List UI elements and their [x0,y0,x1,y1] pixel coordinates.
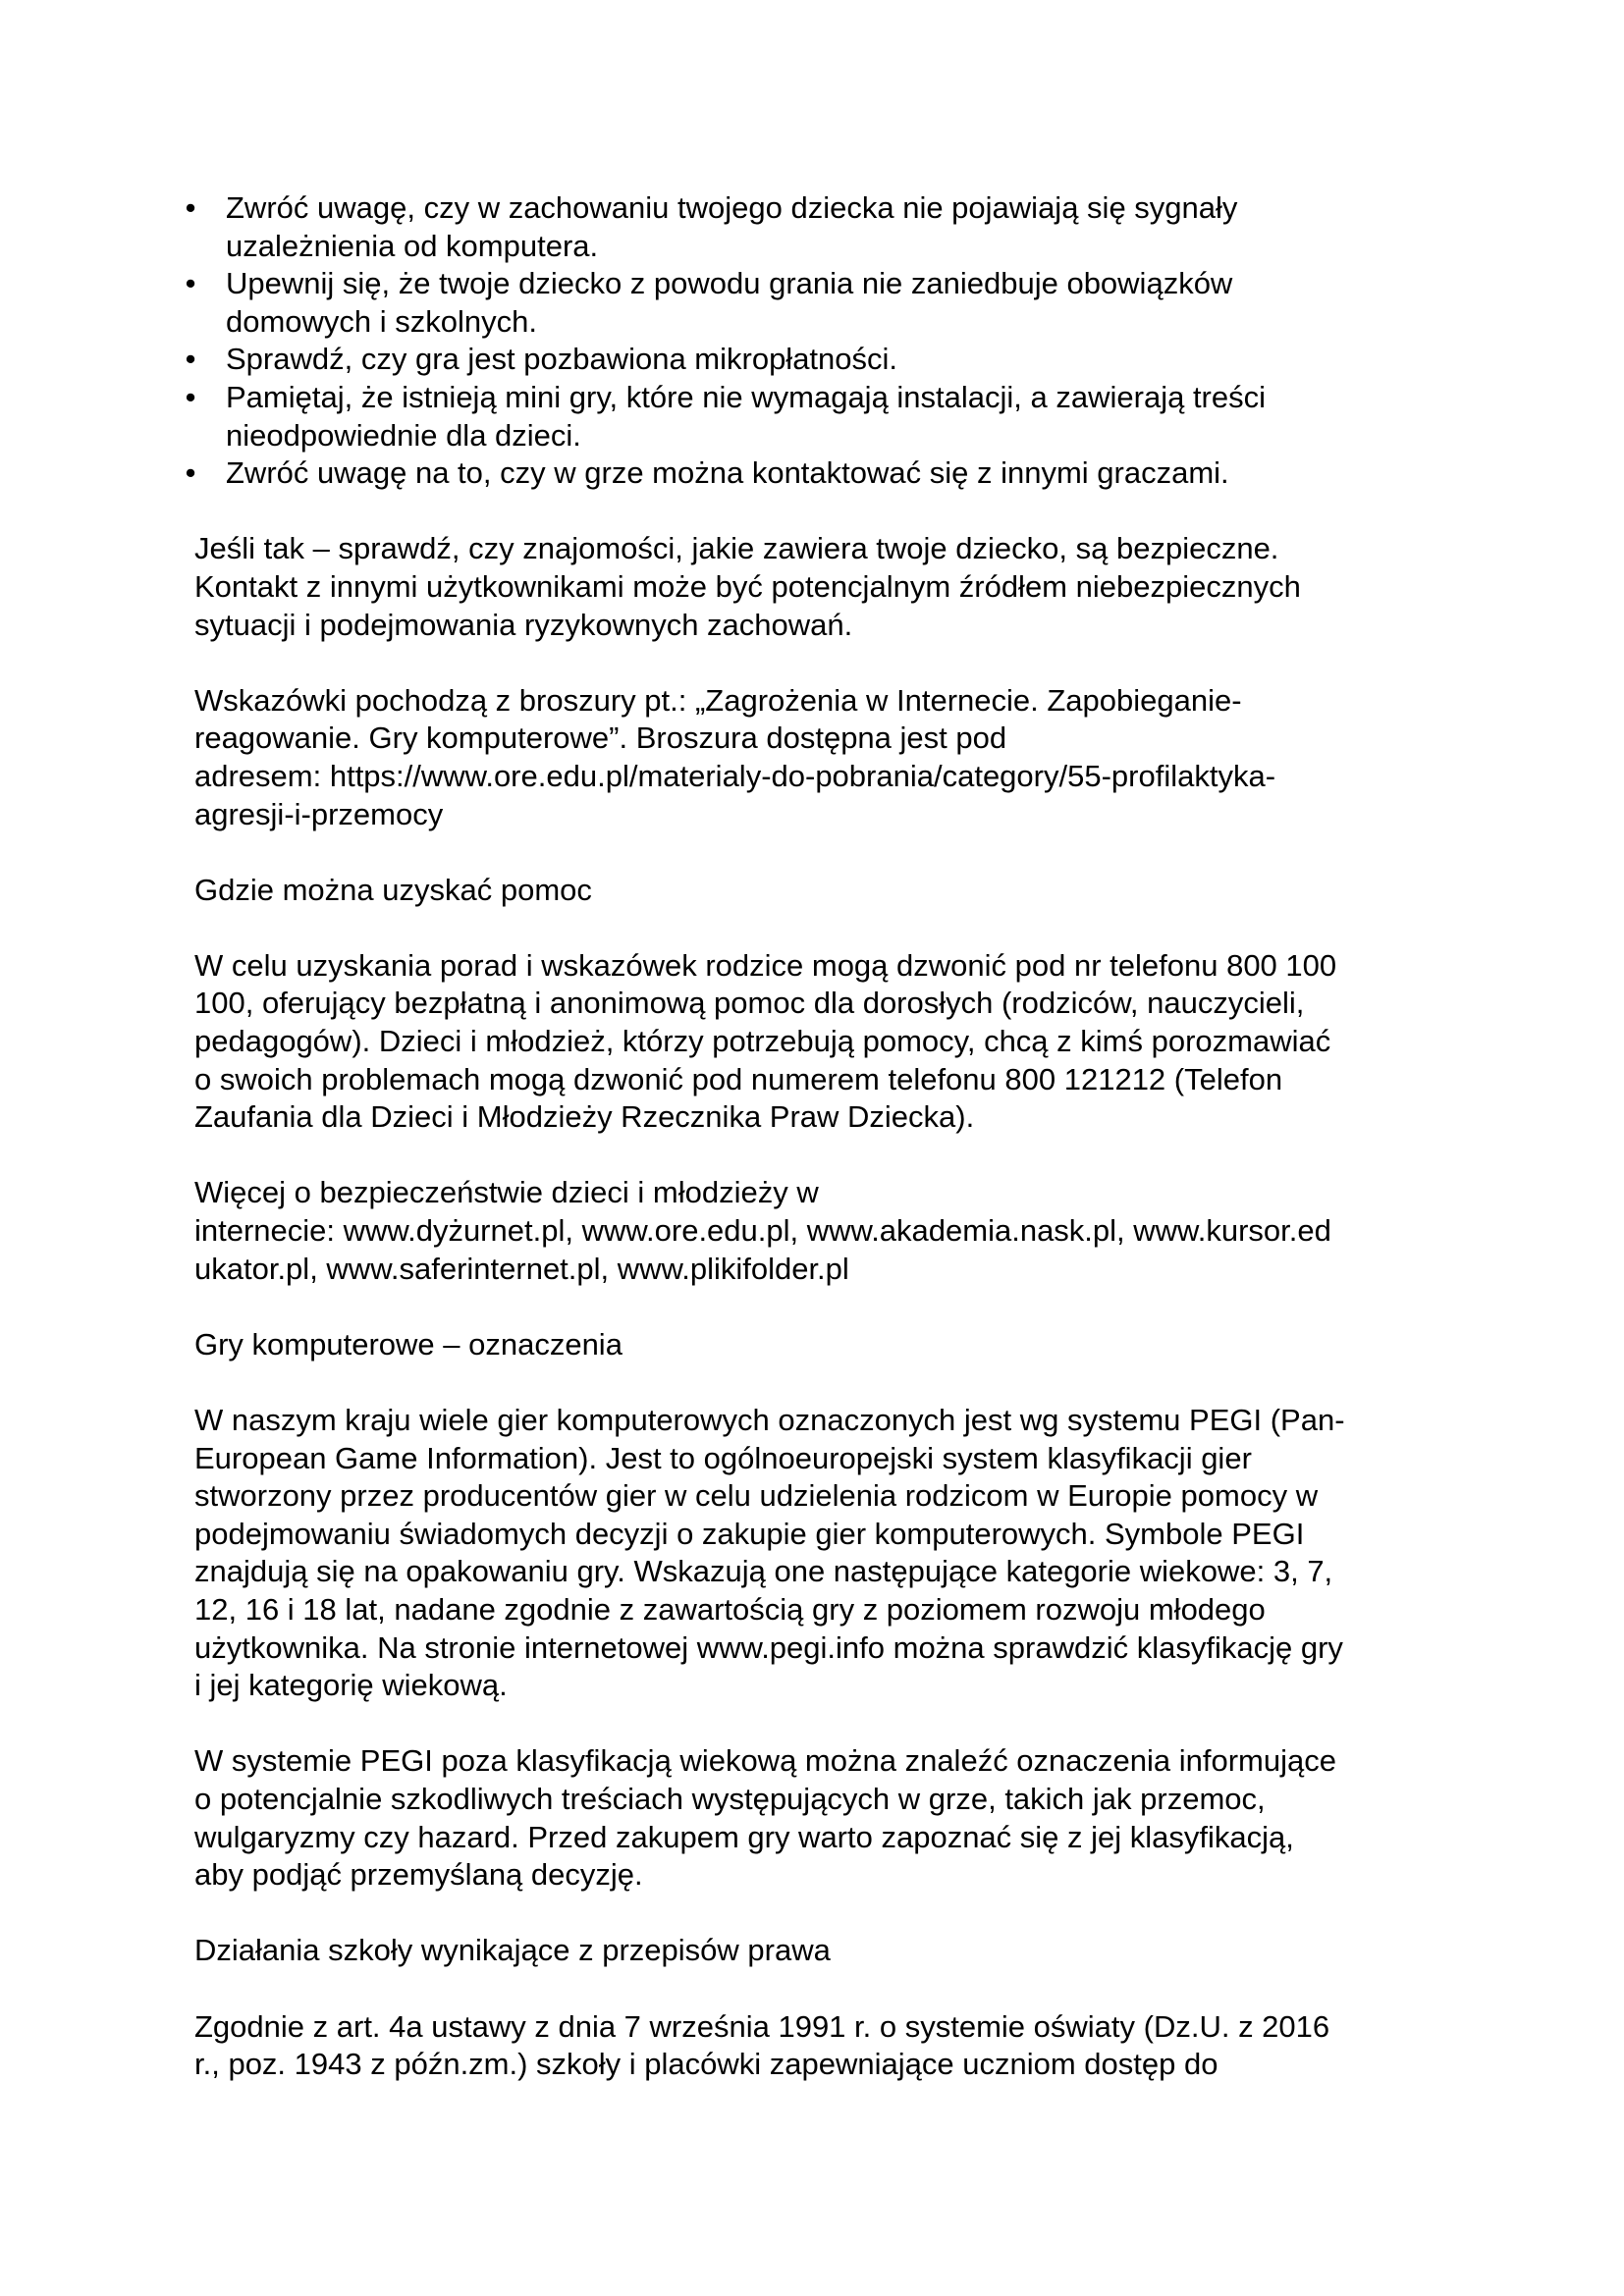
text-line: aby podjąć przemyślaną decyzję. [194,1857,643,1893]
paragraph [194,530,1461,644]
text-line: W naszym kraju wiele gier komputerowych oznaczonych jest wg systemu PEGI (Pan- [194,1403,1345,1437]
text-line: o swoich problemach mogą dzwonić pod numerem telefonu 800 121212 (Telefon [194,1061,1283,1096]
text-line: W systemie PEGI poza klasyfikacją wiekową można znaleźć oznaczenia informujące [194,1743,1336,1779]
bullet-item [185,341,1461,379]
bullet-item [185,189,1461,265]
text-line: Wskazówki pochodzą z broszury pt.: „Zagrożenia w Internecie. Zapobieganie- [194,682,1242,718]
text-line: European Game Information). Jest to ogólnoeuropejski system klasyfikacji gier [194,1440,1252,1475]
document-body [185,189,1461,2084]
bullet-symbol: • [185,455,196,491]
paragraph [194,947,1461,1137]
bullet-symbol: • [185,190,196,225]
text-line: internecie: www.dyżurnet.pl, www.ore.edu.pl, www.akademia.nask.pl, www.kursor.ed [194,1213,1331,1249]
text-line: stworzony przez producentów gier w celu udzielenia rodzicom w Europie pomocy w [194,1478,1319,1514]
text-line: Zwróć uwagę na to, czy w grze można kontaktować się z innymi graczami. [226,455,1229,491]
text-line: znajdują się na opakowaniu gry. Wskazują one następujące kategorie wiekowe: 3, 7, [194,1554,1333,1589]
text-line: r., poz. 1943 z późn.zm.) szkoły i placówki zapewniające uczniom dostęp do [194,2047,1218,2082]
paragraph-spacer [194,493,1461,531]
text-line: Zwróć uwagę, czy w zachowaniu twojego dziecka nie pojawiają się sygnały [226,190,1238,225]
bullet-item [185,379,1461,454]
text-line: podejmowaniu świadomych decyzji o zakupie gier komputerowych. Symbole PEGI [194,1516,1305,1551]
text-line: 100, oferujący bezpłatną i anonimową pomoc dla dorosłych (rodziców, nauczycieli, [194,986,1305,1021]
paragraph-spacer [194,1137,1461,1175]
text-line: o potencjalnie szkodliwych treściach występujących w grze, takich jak przemoc, [194,1781,1266,1816]
text-line: reagowanie. Gry komputerowe”. Broszura dostępna jest pod [194,721,1007,756]
paragraph-spacer [194,909,1461,947]
paragraph [194,1402,1461,1705]
bullet-symbol: • [185,342,196,377]
text-line: Jeśli tak – sprawdź, czy znajomości, jakie zawiera twoje dziecko, są bezpieczne. [194,531,1279,566]
bullet-list [185,189,1461,493]
paragraph [194,1742,1461,1894]
text-line: Pamiętaj, że istnieją mini gry, które nie wymagają instalacji, a zawierają treści [226,379,1267,414]
paragraph [194,1174,1461,1288]
text-line: Zgodnie z art. 4a ustawy z dnia 7 września 1991 r. o systemie oświaty (Dz.U. z 2016 [194,2008,1330,2044]
bullet-symbol: • [185,379,196,414]
bullet-symbol: • [185,266,196,301]
text-line: użytkownika. Na stronie internetowej www.pegi.info można sprawdzić klasyfikację gry [194,1629,1343,1665]
paragraph [194,1932,1461,1970]
text-line: pedagogów). Dzieci i młodzież, którzy potrzebują pomocy, chcą z kimś porozmawiać [194,1024,1331,1059]
text-line: 12, 16 i 18 lat, nadane zgodnie z zawartością gry z poziomem rozwoju młodego [194,1591,1266,1627]
text-line: Działania szkoły wynikające z przepisów prawa [194,1933,831,1968]
paragraph-spacer [194,1705,1461,1743]
paragraphs [194,493,1461,2084]
bullet-item [185,265,1461,341]
paragraph-spacer [194,833,1461,872]
paragraph-spacer [194,1363,1461,1402]
text-line: Gry komputerowe – oznaczenia [194,1326,623,1362]
text-line: uzależnienia od komputera. [226,228,599,263]
text-line: Gdzie można uzyskać pomoc [194,872,592,907]
paragraph [194,682,1461,833]
text-line: adresem: https://www.ore.edu.pl/materialy-do-pobrania/category/55-profilaktyka- [194,758,1276,793]
text-line: ukator.pl, www.saferinternet.pl, www.plikifolder.pl [194,1251,849,1286]
text-line: Kontakt z innymi użytkownikami może być potencjalnym źródłem niebezpiecznych [194,568,1301,604]
text-line: W celu uzyskania porad i wskazówek rodzice mogą dzwonić pod nr telefonu 800 100 [194,947,1337,983]
paragraph-spacer [194,644,1461,682]
paragraph-spacer [194,1895,1461,1933]
text-line: Sprawdź, czy gra jest pozbawiona mikropłatności. [226,342,898,377]
text-line: sytuacji i podejmowania ryzykownych zachowań. [194,607,853,642]
bullet-item [185,454,1461,493]
text-line: Więcej o bezpieczeństwie dzieci i młodzieży w [194,1175,819,1210]
paragraph-spacer [194,1288,1461,1326]
text-line: i jej kategorię wiekową. [194,1668,508,1703]
paragraph [194,1326,1461,1364]
paragraph-spacer [194,1970,1461,2008]
text-line: nieodpowiednie dla dzieci. [226,417,581,453]
text-line: agresji-i-przemocy [194,796,444,831]
text-line: domowych i szkolnych. [226,303,538,339]
text-line: Upewnij się, że twoje dziecko z powodu grania nie zaniedbuje obowiązków [226,266,1233,301]
text-line: wulgaryzmy czy hazard. Przed zakupem gry warto zapoznać się z jej klasyfikacją, [194,1819,1294,1854]
paragraph [194,2008,1461,2084]
text-line: Zaufania dla Dzieci i Młodzieży Rzecznika Praw Dziecka). [194,1099,975,1135]
paragraph [194,872,1461,910]
